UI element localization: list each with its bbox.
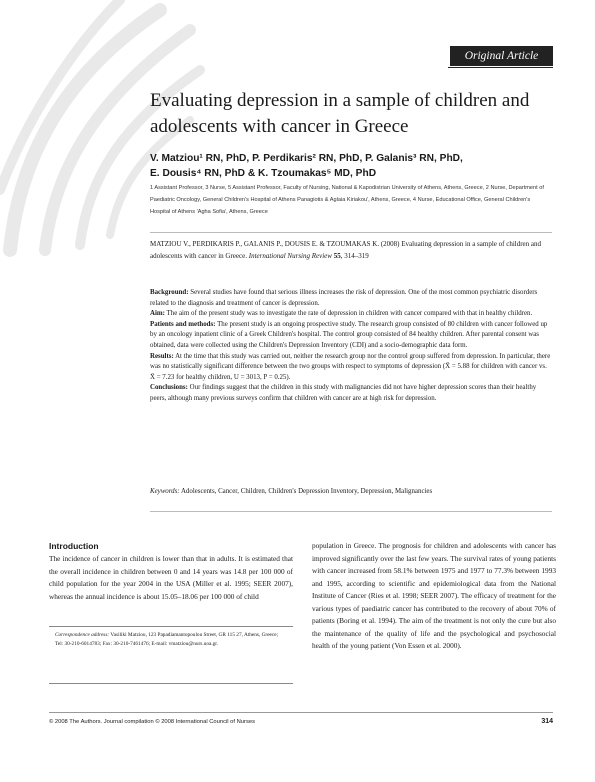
citation-pages: , 314–319 (340, 251, 369, 260)
citation-authors: MATZIOU V., PERDIKARIS P., GALANIS P., DOUSIS E. & TZOUMAKAS K. (2008) Evaluating depression in a sample of children and adolescents with cancer in Greece. (150, 240, 542, 260)
keywords-text: Adolescents, Cancer, Children, Children's Depression Inventory, Depression, Malignancies (179, 488, 433, 495)
abstract-conclusions (150, 383, 552, 404)
divider-bottom (150, 511, 552, 512)
intro-column-left: The incidence of cancer in children is lower than that in adults. It is estimated that the overall incidence in children between 0 and 14 years was 14.8 per 100 000 of child population for the year 2004 in the USA (Miller et al. 1995; SEER 2007), whereas the annual incidence is about 15.05–18.06 per 100 000 of child (49, 554, 293, 601)
abstract-text: The aim of the present study was to investigate the rate of depression in children with cancer compared with that in healthy children. (164, 310, 533, 318)
abstract-methods (150, 320, 552, 352)
author-affiliations: 1 Assistant Professor, 3 Nurse, 5 Assistant Professor, Faculty of Nursing, National & Kapodistrian University of Athens, Athens, Greece, 2 Nurse, Department of Paediatric Oncology, General Children's Hospital of Athens Panagiotis & Aglaia Kiriakou', Athens, Greece, 4 Nurse, Educational Office, General Children's Hospital of Athens 'Agha Sofia', Athens, Greece (150, 185, 544, 215)
citation-volume: 55 (333, 251, 341, 260)
abstract-text: The present study is an ongoing prospective study. The research group consisted of 80 children with cancer followed up by an oncology inpatient clinic of a Greek Children's hospital. The control group consisted of 84 healthy children. After parental consent was obtained, data were collected using the Children's Depression Inventory (CDI) and a socio-demographic data form. (150, 320, 548, 349)
abstract-label: Results: (150, 352, 174, 360)
footer-rule (49, 712, 553, 713)
abstract-aim (150, 309, 552, 320)
section-heading-introduction: Introduction (49, 541, 99, 551)
abstract-results (150, 352, 552, 384)
citation-journal: International Nursing Review (248, 251, 332, 260)
abstract-text: Several studies have found that serious illness increases the risk of depression. One of the most common psychiatric disorders related to the diagnosis and treatment of cancer is depression. (150, 289, 538, 307)
abstract-text: Our findings suggest that the children in this study with malignancies did not have higher depression scores than their healthy peers, although many previous surveys confirm that children with cancer are at high risk for depression. (150, 384, 537, 402)
article-title: Evaluating depression in a sample of children and adolescents with cancer in Greece (150, 90, 530, 137)
page-number: 314 (541, 718, 553, 725)
author-list (150, 151, 550, 181)
keywords-label: Keywords: (150, 488, 180, 495)
author-line-1: V. Matziou¹ RN, PhD, P. Perdikaris² RN, PhD, P. Galanis³ RN, PhD, (150, 153, 463, 164)
article-type-badge: Original Article (450, 46, 553, 66)
abstract-label: Patients and methods: (150, 320, 216, 328)
footer-copyright: © 2008 The Authors. Journal compilation © 2008 International Council of Nurses (49, 719, 255, 725)
correspondence-box (49, 626, 293, 684)
abstract (150, 288, 552, 405)
author-line-2: E. Dousis⁴ RN, PhD & K. Tzoumakas⁵ MD, PhD (150, 168, 377, 179)
citation (150, 239, 552, 262)
header-rule (448, 67, 553, 68)
abstract-text: At the time that this study was carried out, neither the research group nor the control group suffered from depression. In particular, there was no statistically significant difference between the two groups with respect to symptoms of depression (X̄ = 5.88 for children with cancer vs. X̄ = 7.23 for healthy children, U = 3013, P = 0.25). (150, 352, 551, 381)
abstract-label: Conclusions: (150, 384, 188, 392)
correspondence-label: Correspondence address: (55, 632, 110, 638)
correspondence-text: Vasiliki Matziou, 123 Papadiamantopoulou Street, GR 115 27, Athens, Greece; Tel: 30-210-6014783; Fax: 30-210-7461476; E-mail: vmatziou@nurs.uoa.gr. (55, 632, 279, 648)
abstract-background (150, 288, 552, 309)
keywords (150, 487, 552, 497)
abstract-label: Background: (150, 289, 189, 296)
abstract-label: Aim: (150, 310, 165, 318)
intro-column-right: population in Greece. The prognosis for children and adolescents with cancer has improved significantly over the last few years. The survival rates of young patients with cancer increased from 58.1% between 1975 and 1977 to 77.3% between 1993 and 1995, according to scientific and epidemiological data from the National Institute of Cancer (Ries et al. 1998; SEER 2007). The efficacy of treatment for the various types of paediatric cancer has contributed to the recovery of about 70% of patients (Boring et al. 1994). The aim of the treatment is not only the cure but also the maintenance of the quality of life and the psychological and psychosocial health of the young patient (Von Essen et al. 2000). (312, 541, 556, 650)
divider-top (150, 232, 552, 233)
